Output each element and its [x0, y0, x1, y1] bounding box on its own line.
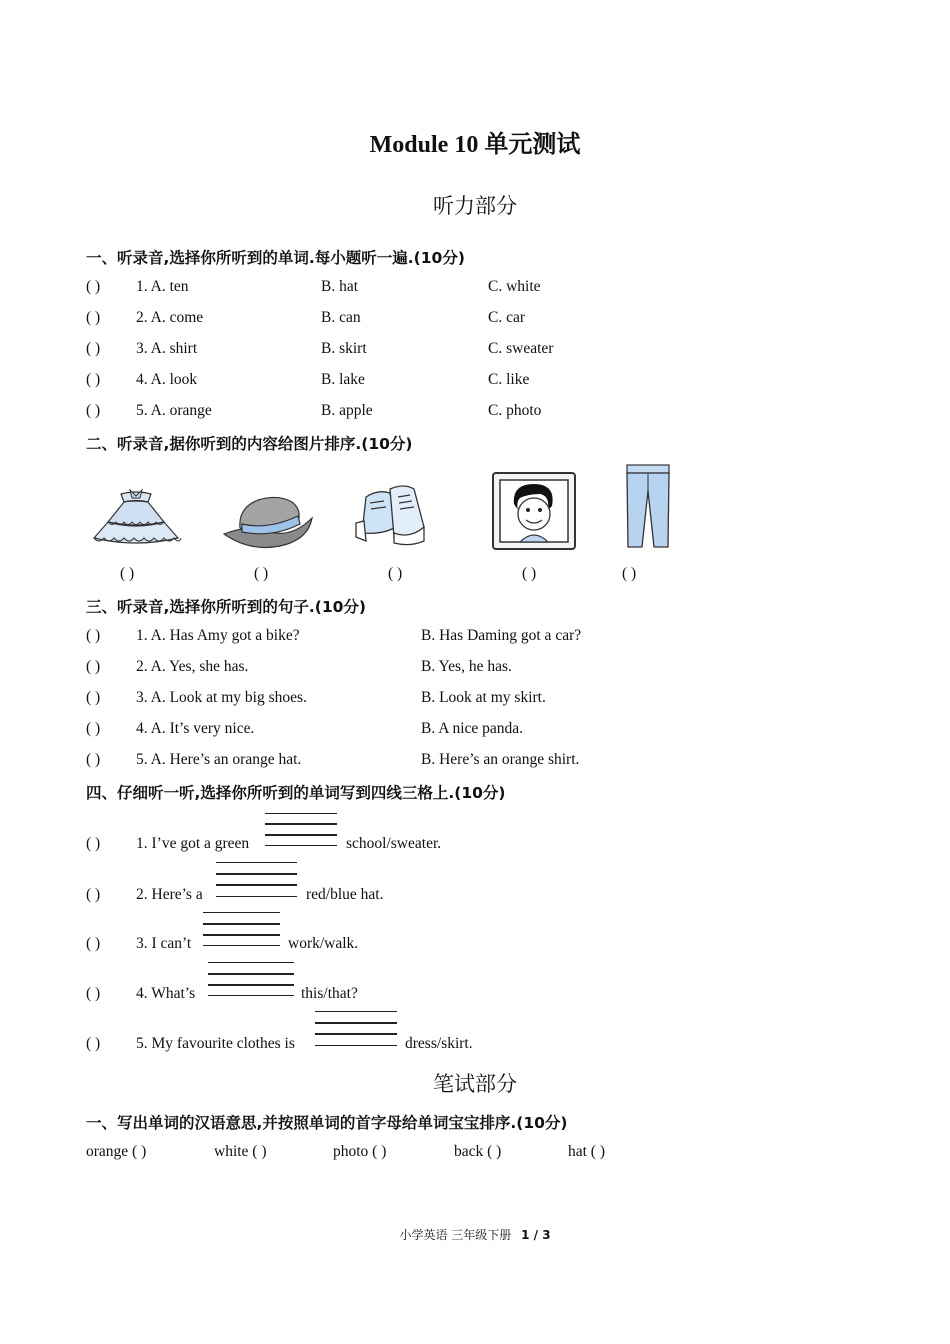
option-b: B. A nice panda. [421, 720, 524, 737]
option-c: C. white [488, 278, 541, 295]
option-a: 4. A. look [136, 371, 198, 388]
answer-blank[interactable]: ( ) [86, 278, 101, 295]
word-choices: dress/skirt. [405, 1035, 473, 1052]
word-item[interactable]: white ( ) [214, 1143, 267, 1160]
option-b: B. Yes, he has. [421, 658, 512, 675]
option-a: 4. A. It’s very nice. [136, 720, 255, 737]
answer-blank[interactable]: ( ) [86, 835, 101, 852]
word-choices: red/blue hat. [306, 886, 384, 903]
section-1-heading: 一、听录音,选择你所听到的单词.每小题听一遍.(10分) [86, 249, 465, 267]
four-line-grid[interactable] [315, 1011, 397, 1047]
answer-blank[interactable]: ( ) [86, 1035, 101, 1052]
writing-heading: 笔试部分 [433, 1072, 517, 1096]
option-a: 5. A. Here’s an orange hat. [136, 751, 302, 768]
answer-blank[interactable]: ( ) [86, 627, 101, 644]
answer-blank[interactable]: ( ) [86, 985, 101, 1002]
four-line-grid[interactable] [208, 962, 294, 997]
option-a: 3. A. Look at my big shoes. [136, 689, 307, 706]
picture-blank[interactable]: ( ) [254, 565, 269, 582]
sentence-start: 4. What’s [136, 985, 196, 1002]
option-b: B. lake [321, 371, 365, 388]
option-a: 1. A. Has Amy got a bike? [136, 627, 300, 644]
answer-blank[interactable]: ( ) [86, 689, 101, 706]
skirt-picture [86, 488, 186, 552]
picture-blank[interactable]: ( ) [388, 565, 403, 582]
photo-picture [490, 470, 578, 552]
shoes-picture [352, 483, 428, 549]
sentence-start: 5. My favourite clothes is [136, 1035, 295, 1052]
word-item[interactable]: photo ( ) [333, 1143, 387, 1160]
option-b: B. Has Daming got a car? [421, 627, 582, 644]
word-item[interactable]: orange ( ) [86, 1143, 147, 1160]
answer-blank[interactable]: ( ) [86, 751, 101, 768]
option-a: 1. A. ten [136, 278, 189, 295]
section-3-heading: 三、听录音,选择你所听到的句子.(10分) [86, 598, 367, 616]
sentence-start: 3. I can’t [136, 935, 192, 952]
listening-heading: 听力部分 [433, 194, 517, 218]
four-line-grid[interactable] [265, 813, 337, 847]
picture-blank[interactable]: ( ) [120, 565, 135, 582]
option-b: B. apple [321, 402, 373, 419]
option-c: C. photo [488, 402, 542, 419]
word-choices: this/that? [301, 985, 358, 1002]
option-c: C. car [488, 309, 526, 326]
answer-blank[interactable]: ( ) [86, 886, 101, 903]
option-b: B. skirt [321, 340, 367, 357]
picture-blank[interactable]: ( ) [622, 565, 637, 582]
option-b: B. Look at my skirt. [421, 689, 546, 706]
option-a: 2. A. come [136, 309, 204, 326]
page-footer [0, 1226, 950, 1243]
answer-blank[interactable]: ( ) [86, 402, 101, 419]
option-c: C. sweater [488, 340, 554, 357]
answer-blank[interactable]: ( ) [86, 658, 101, 675]
word-item[interactable]: back ( ) [454, 1143, 502, 1160]
option-c: C. like [488, 371, 530, 388]
option-a: 5. A. orange [136, 402, 212, 419]
answer-blank[interactable]: ( ) [86, 720, 101, 737]
answer-blank[interactable]: ( ) [86, 340, 101, 357]
sentence-start: 1. I’ve got a green [136, 835, 250, 852]
page-title: Module 10 单元测试 [369, 132, 581, 158]
option-a: 3. A. shirt [136, 340, 198, 357]
jeans-picture [624, 463, 672, 551]
four-line-grid[interactable] [203, 912, 280, 947]
section-2-heading: 二、听录音,据你听到的内容给图片排序.(10分) [86, 435, 413, 453]
sentence-start: 2. Here’s a [136, 886, 203, 903]
answer-blank[interactable]: ( ) [86, 935, 101, 952]
word-item[interactable]: hat ( ) [568, 1143, 606, 1160]
option-b: B. Here’s an orange shirt. [421, 751, 580, 768]
footer-text: 小学英语 三年级下册 [399, 1228, 512, 1242]
picture-blank[interactable]: ( ) [522, 565, 537, 582]
hat-picture [220, 490, 316, 552]
writing-section-1-heading: 一、写出单词的汉语意思,并按照单词的首字母给单词宝宝排序.(10分) [86, 1114, 568, 1132]
word-choices: work/walk. [288, 935, 359, 952]
answer-blank[interactable]: ( ) [86, 371, 101, 388]
page-number: 1 / 3 [521, 1228, 551, 1242]
option-b: B. can [321, 309, 361, 326]
section-4-heading: 四、仔细听一听,选择你所听到的单词写到四线三格上.(10分) [86, 784, 506, 802]
answer-blank[interactable]: ( ) [86, 309, 101, 326]
option-b: B. hat [321, 278, 359, 295]
four-line-grid[interactable] [216, 862, 297, 898]
option-a: 2. A. Yes, she has. [136, 658, 249, 675]
word-choices: school/sweater. [346, 835, 442, 852]
